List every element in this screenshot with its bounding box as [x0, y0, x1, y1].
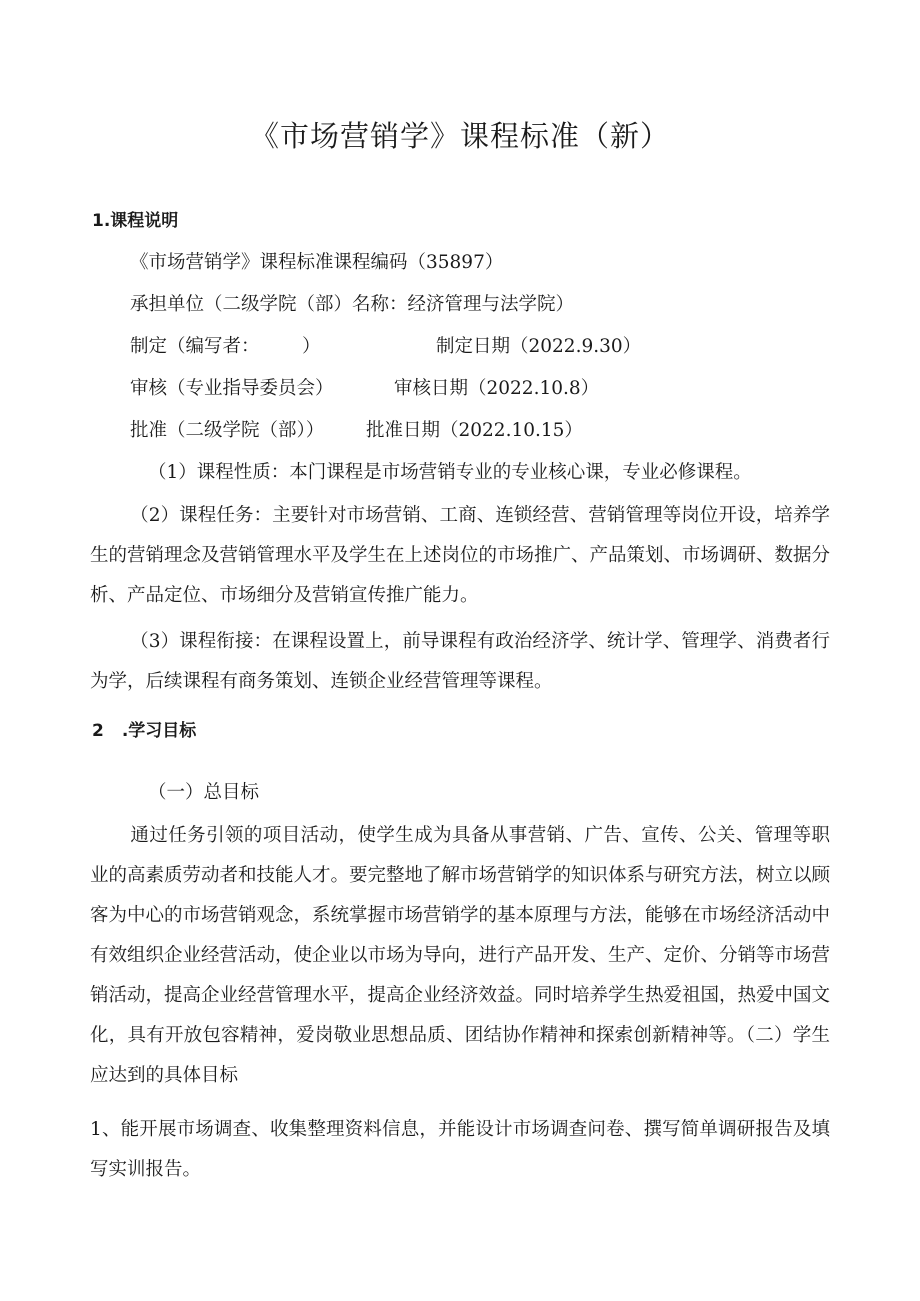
review-label: 审核（专业指导委员会）	[130, 378, 334, 399]
review-date: 审核日期（2022.10.8）	[394, 378, 600, 399]
section-heading-text: .学习目标	[121, 721, 197, 741]
course-link-text: （3）课程衔接：在课程设置上，前导课程有政治经济学、统计学、管理学、消费者行为学，后续课程有商务策划、连锁企业经营管理等课程。	[90, 631, 830, 692]
responsible-unit-line: 承担单位（二级学院（部）名称：经济管理与法学院）	[130, 294, 575, 315]
approve-date: 批准日期（2022.10.15）	[366, 420, 583, 441]
course-nature: （1）课程性质：本门课程是市场营销专业的专业核心课，专业必修课程。	[148, 462, 752, 483]
course-code-line: 《市场营销学》课程标准课程编码（35897）	[130, 252, 504, 273]
course-task-text: （2）课程任务：主要针对市场营销、工商、连锁经营、营销管理等岗位开设，培养学生的营销理念及营销管理水平及学生在上述岗位的市场推广、产品策划、市场调研、数据分析、产品定位、市场细分及营销宣传推广能力。	[90, 505, 831, 606]
overall-goal-subheading: （一）总目标	[148, 782, 260, 803]
document-title: 《市场营销学》课程标准（新）	[249, 119, 670, 153]
approve-label: 批准（二级学院（部））	[130, 420, 325, 441]
made-date: 制定日期（2022.9.30）	[436, 336, 642, 357]
section-heading-course-description: 1.课程说明	[92, 211, 179, 231]
section-heading-learning-goals	[92, 719, 196, 743]
overall-goal-paragraph	[90, 816, 830, 1096]
specific-goal-1	[90, 1110, 830, 1190]
course-link-paragraph	[90, 622, 830, 702]
author-close: ）	[302, 336, 321, 357]
section-heading-number: 2	[92, 721, 104, 741]
course-task-paragraph	[90, 496, 830, 616]
overall-goal-text: 通过任务引领的项目活动，使学生成为具备从事营销、广告、宣传、公关、管理等职业的高素质劳动者和技能人才。要完整地了解市场营销学的知识体系与研究方法，树立以顾客为中心的市场营销观念，系统掌握市场营销学的基本原理与方法，能够在市场经济活动中有效组织企业经营活动，使企业以市场为导向，进行产品开发、生产、定价、分销等市场营销活动，提高企业经营管理水平，提高企业经济效益。同时培养学生热爱祖国，热爱中国文化，具有开放包容精神，爱岗敬业思想品质、团结协作精神和探索创新精神等。（二）学生应达到的具体目标	[90, 825, 831, 1086]
author-label: 制定（编写者：	[130, 336, 260, 357]
specific-goal-1-text: 1、能开展市场调查、收集整理资料信息，并能设计市场调查问卷、撰写简单调研报告及填写实训报告。	[90, 1119, 830, 1180]
